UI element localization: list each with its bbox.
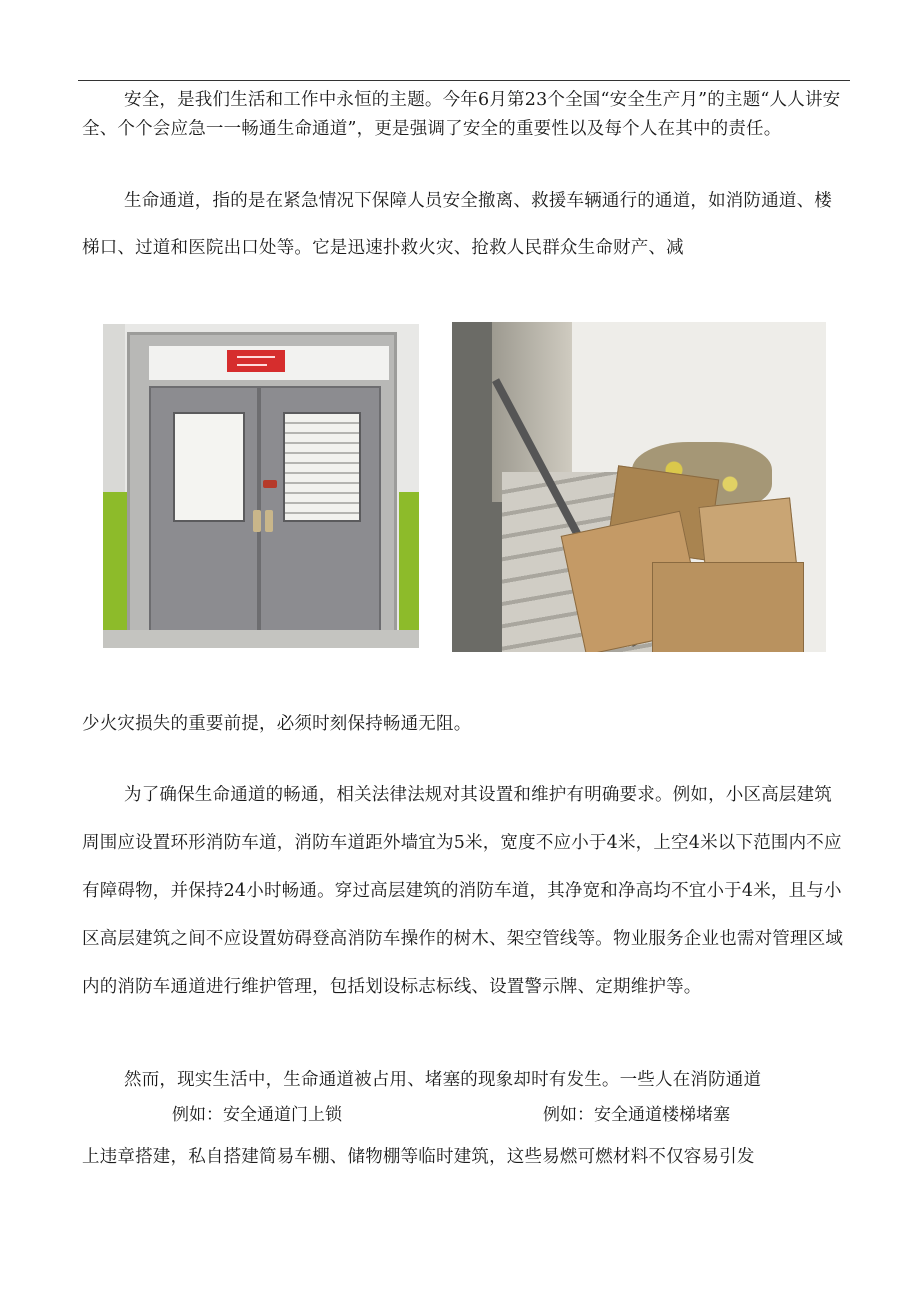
paragraph-reality: 然而，现实生活中，生命通道被占用、堵塞的现象却时有发生。一些人在消防通道: [124, 1070, 762, 1090]
paragraph-lifeline-continued: 少火灾损失的重要前提，必须时刻保持畅通无阻。: [82, 714, 472, 734]
caption-locked-door: 例如：安全通道门上锁: [172, 1105, 342, 1125]
paragraph-regulations: 为了确保生命通道的畅通，相关法律法规对其设置和维护有明确要求。例如，小区高层建筑周围应设置环形消防车道，消防车道距外墙宜为5米，宽度不应小于4米，上空4米以下范围内不应有障碍物，并保持24小时畅通。穿过高层建筑的消防车道，其净宽和净高均不宜小于4米，且与小区高层建筑之间不应设置妨碍登高消防车操作的树木、架空管线等。物业服务企业也需对管理区域内的消防车通道进行维护管理，包括划设标志标线、设置警示牌、定期维护等。: [82, 785, 844, 997]
caption-blocked-stairs: 例如：安全通道楼梯堵塞: [543, 1105, 730, 1125]
exit-sign-icon: [227, 350, 285, 372]
photo-locked-door: [103, 324, 419, 648]
paragraph-illegal-construction: 上违章搭建，私自搭建简易车棚、储物棚等临时建筑，这些易燃可燃材料不仅容易引发: [82, 1147, 755, 1167]
paragraph-lifeline-definition: 生命通道，指的是在紧急情况下保障人员安全撤离、救援车辆通行的通道，如消防通道、楼梯口、过道和医院出口处等。它是迅速扑救火灾、抢救人民群众生命财产、减: [82, 191, 832, 258]
header-rule: [78, 80, 850, 81]
paragraph-intro: 安全，是我们生活和工作中永恒的主题。今年6月第23个全国“安全生产月”的主题“人人讲安全、个个会应急一一畅通生命通道”，更是强调了安全的重要性以及每个人在其中的责任。: [82, 90, 841, 139]
photo-blocked-stairs: [452, 322, 826, 652]
lock-icon: [263, 480, 277, 488]
